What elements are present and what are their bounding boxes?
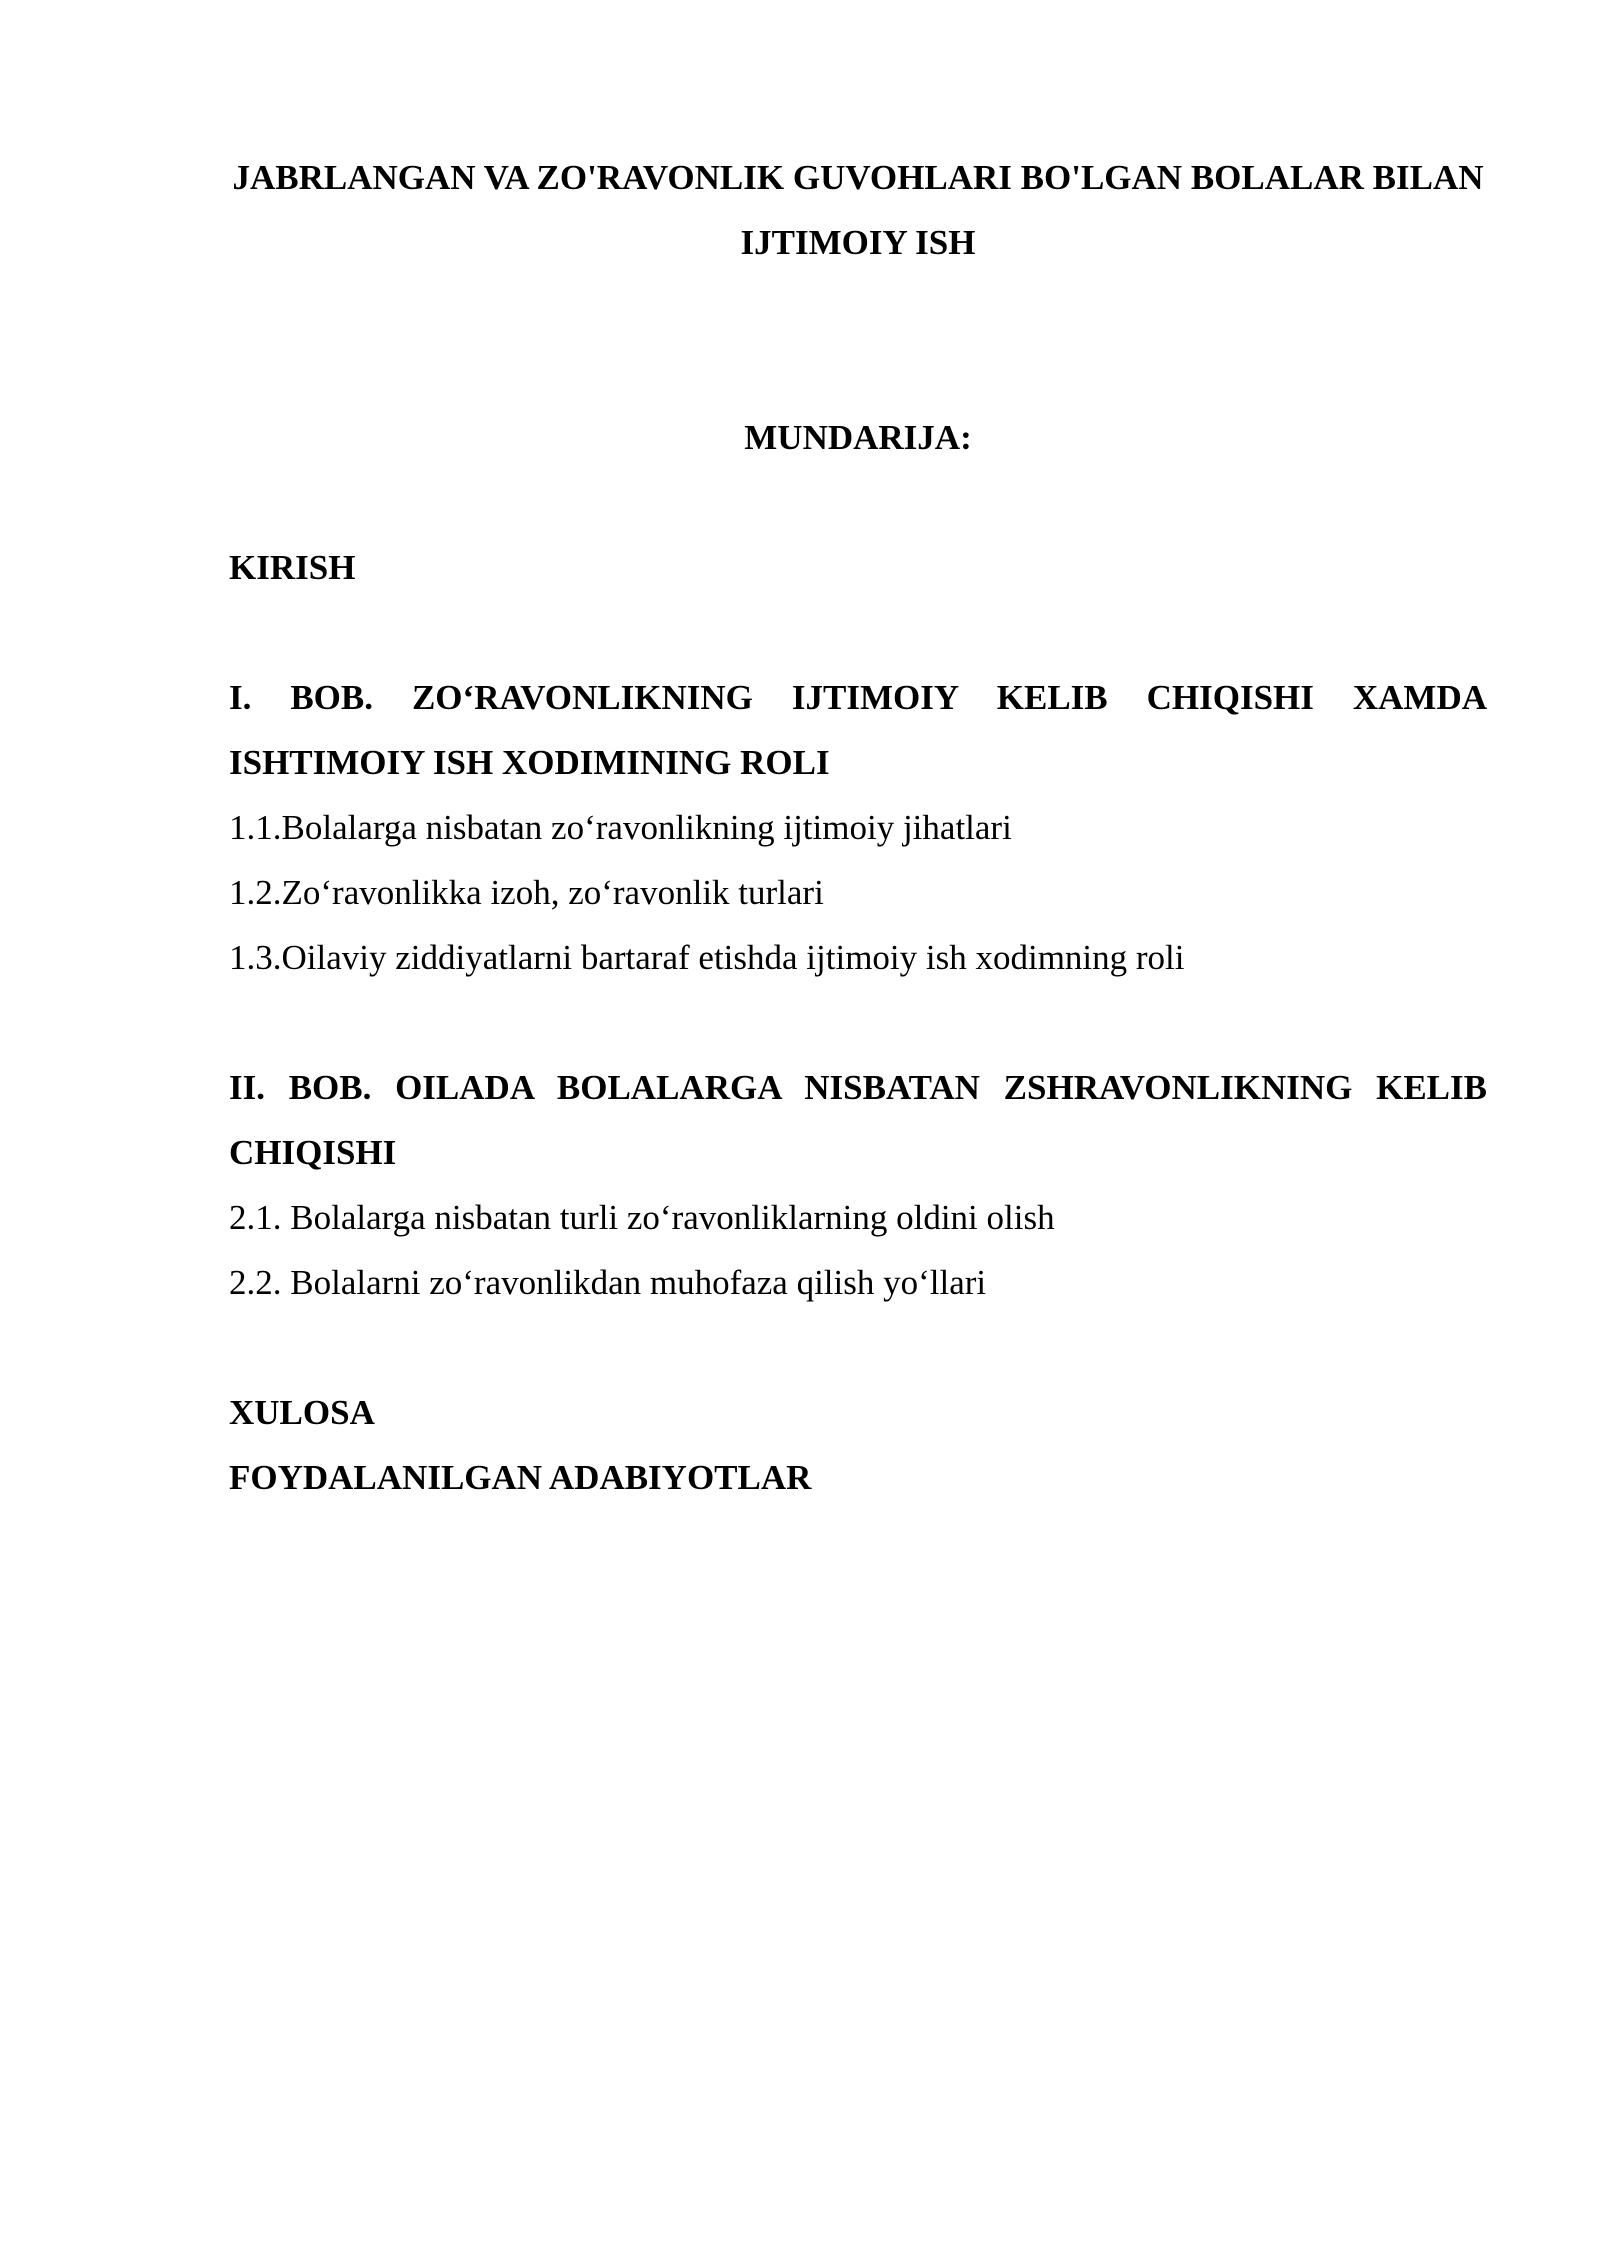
toc-chapter-1-heading: I. BOB. ZO‘RAVONLIKNING IJTIMOIY KELIB CHIQISHI XAMDA ISHTIMOIY ISH XODIMINING ROLI (229, 678, 1487, 782)
toc-conclusion: XULOSA (229, 1393, 375, 1432)
toc-section-1-1: 1.1.Bolalarga nisbatan zo‘ravonlikning ijtimoiy jihatlari (229, 808, 1012, 847)
document-content (229, 145, 1487, 1510)
toc-heading: MUNDARIJA: (744, 418, 972, 457)
toc-references: FOYDALANILGAN ADABIYOTLAR (229, 1458, 812, 1497)
toc-section-1-2: 1.2.Zo‘ravonlikka izoh, zo‘ravonlik turlari (229, 873, 824, 912)
document-title: JABRLANGAN VA ZO'RAVONLIK GUVOHLARI BO'LGAN BOLALAR BILAN IJTIMOIY ISH (232, 158, 1484, 262)
toc-intro: KIRISH (229, 548, 356, 587)
toc-section-2-1: 2.1. Bolalarga nisbatan turli zo‘ravonliklarning oldini olish (229, 1198, 1055, 1237)
toc-section-1-3: 1.3.Oilaviy ziddiyatlarni bartaraf etishda ijtimoiy ish xodimning roli (229, 938, 1185, 977)
toc-chapter-2-heading: II. BOB. OILADA BOLALARGA NISBATAN ZSHRAVONLIKNING KELIB CHIQISHI (229, 1068, 1487, 1172)
toc-section-2-2: 2.2. Bolalarni zo‘ravonlikdan muhofaza qilish yo‘llari (229, 1263, 987, 1302)
